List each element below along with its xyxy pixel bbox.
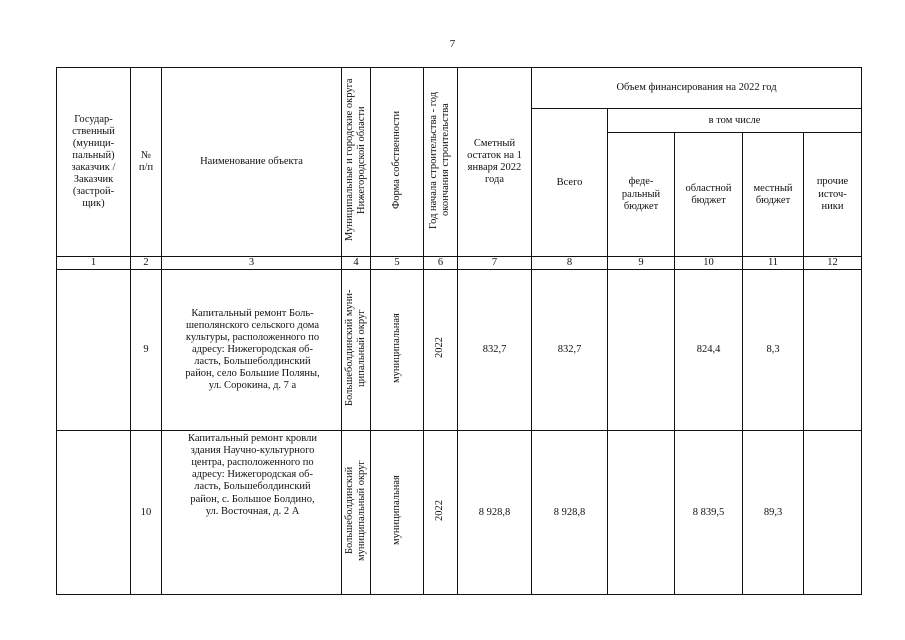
page-number: 7 xyxy=(449,38,456,50)
row-years: 2022 xyxy=(434,337,446,359)
column-number: 5 xyxy=(371,257,424,270)
row-number: 9 xyxy=(131,270,162,431)
row-regional: 824,4 xyxy=(675,270,743,431)
row-number: 10 xyxy=(131,431,162,595)
row-regional: 8 839,5 xyxy=(675,431,743,595)
column-number: 12 xyxy=(804,257,862,270)
header-federal: феде- ральный бюджет xyxy=(608,133,675,257)
column-number: 7 xyxy=(458,257,532,270)
header-other: прочие источ- ники xyxy=(804,133,862,257)
row-estimate: 8 928,8 xyxy=(458,431,532,595)
row-customer xyxy=(57,270,131,431)
column-number: 2 xyxy=(131,257,162,270)
header-customer: Государ- ственный (муници- пальный) заказчик / Заказчик (застрой- щик) xyxy=(57,68,131,257)
table-row xyxy=(57,431,862,595)
header-years: Год начала строительства - год окончания строительства xyxy=(428,91,452,229)
row-years: 2022 xyxy=(434,500,446,522)
column-number: 6 xyxy=(424,257,458,270)
row-other xyxy=(804,270,862,431)
header-total: Всего xyxy=(532,109,608,257)
column-number: 4 xyxy=(342,257,371,270)
header-municipality: Муниципальные и городские округа Нижегородской области xyxy=(343,78,367,242)
column-number: 9 xyxy=(608,257,675,270)
row-total: 8 928,8 xyxy=(532,431,608,595)
header-object-name: Наименование объекта xyxy=(162,68,342,257)
row-municipality: Большеболдинский муниципальный округ xyxy=(343,460,367,562)
row-municipality: Большеболдинский муни- ципальный округ xyxy=(343,289,367,407)
row-other xyxy=(804,431,862,595)
row-ownership: муниципальная xyxy=(390,475,402,546)
row-total: 832,7 xyxy=(532,270,608,431)
row-federal xyxy=(608,270,675,431)
column-number: 8 xyxy=(532,257,608,270)
row-customer xyxy=(57,431,131,595)
header-no: № п/п xyxy=(131,68,162,257)
table-row xyxy=(57,270,862,431)
row-estimate: 832,7 xyxy=(458,270,532,431)
column-number: 10 xyxy=(675,257,743,270)
header-regional: областной бюджет xyxy=(675,133,743,257)
column-number: 3 xyxy=(162,257,342,270)
column-number: 11 xyxy=(743,257,804,270)
header-funding-title: Объем финансирования на 2022 год xyxy=(532,68,862,109)
header-including: в том числе xyxy=(608,109,862,133)
row-ownership: муниципальная xyxy=(390,313,402,384)
header-ownership: Форма собственности xyxy=(390,110,402,210)
column-number: 1 xyxy=(57,257,131,270)
row-local: 8,3 xyxy=(743,270,804,431)
financing-table xyxy=(56,67,862,595)
header-estimate: Сметный остаток на 1 января 2022 года xyxy=(458,68,532,257)
row-federal xyxy=(608,431,675,595)
row-local: 89,3 xyxy=(743,431,804,595)
column-number-row xyxy=(57,257,862,270)
header-local: местный бюджет xyxy=(743,133,804,257)
row-object-name: Капитальный ремонт Боль- шеполянского сельского дома культуры, расположенного по адресу: Нижегородская об- ласть, Большеболдинский район, село Большие Поляны, ул. Сорокина, д. 7 а xyxy=(162,270,342,431)
row-object-name: Капитальный ремонт кровли здания Научно-культурного центра, расположенного по адресу: Нижегородская об- ласть, Большеболдинский район, с. Большое Болдино, ул. Восточная, д. 2 А xyxy=(162,431,342,595)
